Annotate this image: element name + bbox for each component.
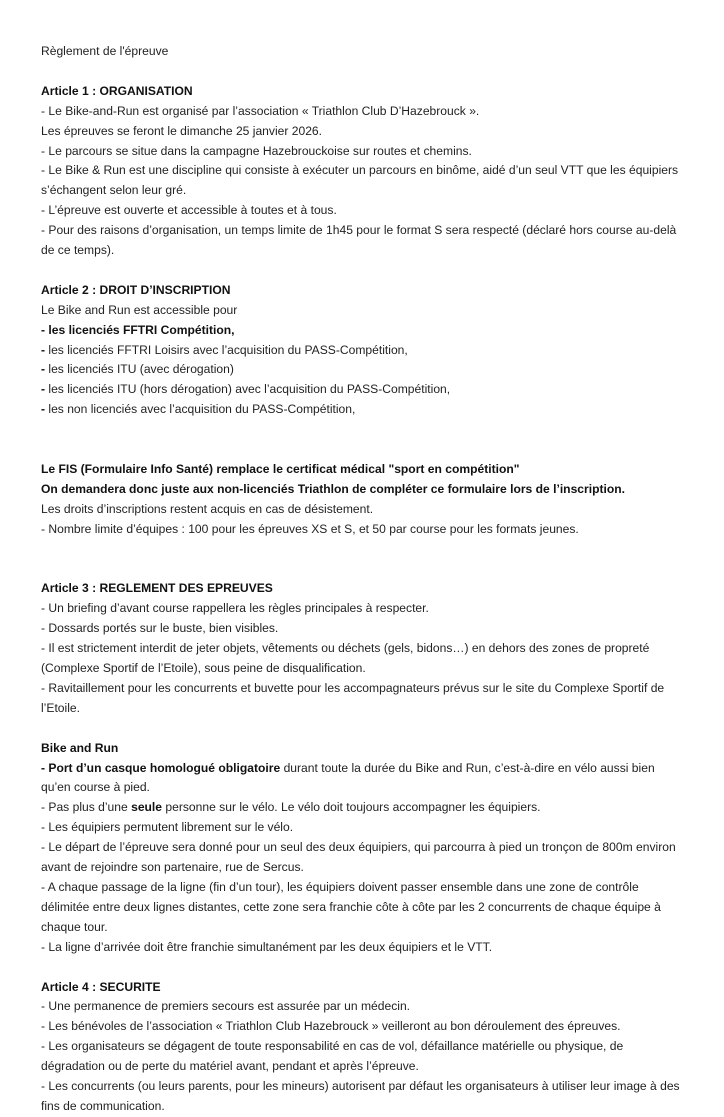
spacer bbox=[41, 958, 683, 978]
bike-and-run-line-3: - Les équipiers permutent librement sur le vélo. bbox=[41, 820, 294, 835]
list-item-text: les licenciés ITU (avec dérogation) bbox=[45, 362, 234, 377]
article-4-line-2: - Les bénévoles de l’association « Triathlon Club Hazebrouck » veilleront au bon déroulement des épreuves. bbox=[41, 1019, 621, 1034]
article-1-line-5: - L’épreuve est ouverte et accessible à toutes et à tous. bbox=[41, 203, 337, 218]
document-body bbox=[41, 42, 683, 1117]
article-2-heading: Article 2 : DROIT D’INSCRIPTION bbox=[41, 282, 231, 297]
bike-and-run-line-4: - Le départ de l’épreuve sera donné pour un seul des deux équipiers, qui parcourra à pied un tronçon de 800m environ avant de rejoindre son partenaire, rue de Sercus. bbox=[41, 840, 676, 875]
article-2-list-item-4 bbox=[41, 380, 683, 400]
article-3-line-4: - Ravitaillement pour les concurrents et buvette pour les accompagnateurs prévus sur le site du Complexe Sportif de l’Etoile. bbox=[41, 680, 665, 715]
fis-line-2: On demandera donc juste aux non-licenciés Triathlon de compléter ce formulaire lors de l’inscription. bbox=[41, 481, 625, 496]
single-rider-post: personne sur le vélo. Le vélo doit toujours accompagner les équipiers. bbox=[162, 800, 541, 815]
bike-and-run-line-2 bbox=[41, 798, 683, 818]
fis-line-4: - Nombre limite d’équipes : 100 pour les épreuves XS et S, et 50 par course pour les formats jeunes. bbox=[41, 521, 579, 536]
list-dash: - bbox=[41, 362, 46, 377]
bike-and-run-subheading: Bike and Run bbox=[41, 740, 119, 755]
fis-line-3: Les droits d’inscriptions restent acquis en cas de désistement. bbox=[41, 501, 374, 516]
article-4-line-3: - Les organisateurs se dégagent de toute responsabilité en cas de vol, défaillance matérielle ou physique, de dégradation ou de perte du matériel avant, pendant et après l’épreuve. bbox=[41, 1039, 624, 1074]
spacer bbox=[41, 420, 683, 460]
bike-and-run-line-5: - A chaque passage de la ligne (fin d’un tour), les équipiers doivent passer ensemble dans une zone de contrôle délimitée entre deux lignes distantes, cette zone sera franchie côte à côte par les 2 concurrents de chaque équipe à chaque tour. bbox=[41, 879, 661, 934]
article-1-line-1: - Le Bike-and-Run est organisé par l’association « Triathlon Club D’Hazebrouck ». bbox=[41, 103, 480, 118]
list-item-text: les licenciés FFTRI Compétition, bbox=[45, 322, 235, 337]
article-2-list-item-3 bbox=[41, 360, 683, 380]
spacer bbox=[41, 261, 683, 281]
article-2-intro: Le Bike and Run est accessible pour bbox=[41, 302, 238, 317]
single-rider-bold: seule bbox=[131, 800, 163, 815]
article-4-line-4: - Les concurrents (ou leurs parents, pour les mineurs) autorisent par défaut les organisateurs à utiliser leur image à des fins de communication. bbox=[41, 1079, 680, 1113]
spacer bbox=[41, 62, 683, 82]
article-1-line-3: - Le parcours se situe dans la campagne Hazebrouckoise sur routes et chemins. bbox=[41, 143, 472, 158]
article-2-list-item-5 bbox=[41, 400, 683, 420]
list-dash: - bbox=[41, 322, 46, 337]
list-item-text: les non licenciés avec l’acquisition du PASS-Compétition, bbox=[45, 402, 356, 417]
spacer bbox=[41, 540, 683, 580]
list-item-text: les licenciés ITU (hors dérogation) avec l’acquisition du PASS-Compétition, bbox=[45, 382, 451, 397]
helmet-rule-bold: Port d’un casque homologué obligatoire bbox=[48, 760, 281, 775]
single-rider-pre: - Pas plus d’une bbox=[41, 800, 132, 815]
helmet-rule-rest: durant toute la durée du Bike and Run, c’est-à-dire en vélo aussi bien qu’en course à pied. bbox=[41, 760, 655, 795]
article-1-line-4: - Le Bike & Run est une discipline qui consiste à exécuter un parcours en binôme, aidé d’un seul VTT que les équipiers s’échangent selon leur gré. bbox=[41, 163, 679, 198]
document-title: Règlement de l'épreuve bbox=[41, 44, 169, 58]
list-dash: - bbox=[41, 402, 46, 417]
fis-line-1: Le FIS (Formulaire Info Santé) remplace le certificat médical "sport en compétition" bbox=[41, 461, 520, 476]
article-3-line-1: - Un briefing d’avant course rappellera les règles principales à respecter. bbox=[41, 601, 429, 616]
list-dash: - bbox=[41, 342, 46, 357]
spacer bbox=[41, 719, 683, 739]
article-4-line-1: - Une permanence de premiers secours est assurée par un médecin. bbox=[41, 999, 411, 1014]
list-item-text: les licenciés FFTRI Loisirs avec l’acquisition du PASS-Compétition, bbox=[45, 342, 408, 357]
helmet-rule-dash: - bbox=[41, 760, 49, 775]
article-1-heading: Article 1 : ORGANISATION bbox=[41, 83, 193, 98]
article-3-line-2: - Dossards portés sur le buste, bien visibles. bbox=[41, 621, 279, 636]
article-2-list-item-1 bbox=[41, 321, 683, 341]
article-4-heading: Article 4 : SECURITE bbox=[41, 979, 161, 994]
article-3-heading: Article 3 : REGLEMENT DES EPREUVES bbox=[41, 581, 273, 596]
article-1-line-6: - Pour des raisons d’organisation, un temps limite de 1h45 pour le format S sera respecté (déclaré hors course au-delà de ce temps). bbox=[41, 223, 677, 258]
bike-and-run-line-1 bbox=[41, 759, 683, 799]
list-dash: - bbox=[41, 382, 46, 397]
article-3-line-3: - Il est strictement interdit de jeter objets, vêtements ou déchets (gels, bidons…) en dehors des zones de propreté (Complexe Sportif de l’Etoile), sous peine de disqualification. bbox=[41, 641, 650, 676]
bike-and-run-line-6: - La ligne d’arrivée doit être franchie simultanément par les deux équipiers et le VTT. bbox=[41, 939, 493, 954]
article-2-list-item-2 bbox=[41, 341, 683, 361]
article-1-line-2: Les épreuves se feront le dimanche 25 janvier 2026. bbox=[41, 123, 323, 138]
